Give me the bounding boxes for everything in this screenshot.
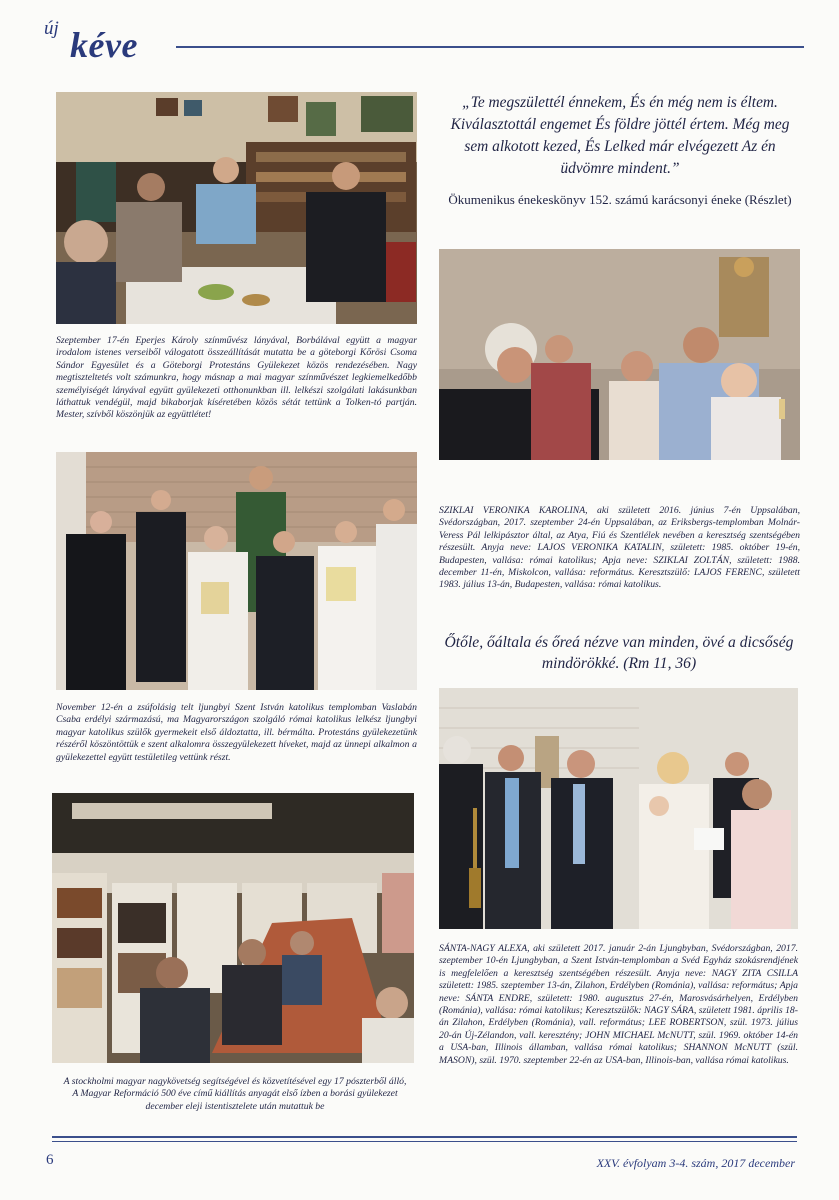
issue-info: XXV. évfolyam 3-4. szám, 2017 december — [596, 1156, 795, 1170]
hymn-quote-source: Ökumenikus énekeskönyv 152. számú karácsonyi éneke (Részlet) — [448, 192, 792, 207]
photo-baptism-uppsala — [439, 249, 800, 460]
caption-baptism-uppsala: SZIKLAI VERONIKA KAROLINA, aki született 2016. június 7-én Uppsalában, Svédországban, 2017. szeptember 24-én Uppsalában, az Eriksbergs-templomban Molnár-Veress Pál lelkipásztor által, az Atya, Fiú és Szentlélek nevében a keresztség szentségében részesült. Anyja neve: LAJOS VERONIKA KATALIN, született: 1985. október 19-én, Budapesten, vallása: római katolikus; Apja neve: SZIKLAI ZOLTÁN, született: 1988. december 11-én, Miskolcon, vallása: református. Keresztszülő: LAJOS FERENC, született 1983. július 13-án, Budapesten, vallása: római katolikus. — [439, 505, 800, 591]
caption-exhibition: A stockholmi magyar nagykövetség segítségével és közvetítésével egy 17 pószterből álló, A Magyar Reformáció 500 éve című kiállítás anyagát első ízben a borási gyülekezet december eleji istentisztelete után mutattuk be — [63, 1076, 407, 1112]
page-number: 6 — [46, 1152, 54, 1168]
footer-rule — [52, 1136, 797, 1138]
masthead-rule — [176, 46, 804, 48]
caption-baptism-ljungby: SÁNTA-NAGY ALEXA, aki született 2017. január 2-án Ljungbyban, Svédországban, 2017. szeptember 10-én Ljungbyban, a Szent István-templomban a Svéd Egyház szokásrendjének is megfelelően a keresztség szentségében részesült. Anyja neve: NAGY ZITA CSILLA született: 1985. szeptember 13-án, Zilahon, Erdélyben (Románia), vallása: református; Apja neve: SÁNTA ENDRE, született: 1980. augusztus 27-én, Marosvásárhelyen, Erdélyben (Románia), vallása: római katolikus; Keresztszülők: NAGY SÁRA, született 1981. április 18-án Zilahon, Erdélyben (Románia), vall. református; LEE ROBERTSON, szül. 1973. július 20-án Új-Zélandon, vall. keresztény; JOHN MICHAEL McNUTT, szül. 1969. október 14-én a USA-ban, Illinois államban, vallása római katolikus; SHANNON McNUTT (szül. MASON), szül. 1970. szeptember 22-én az USA-ban, Illinois-ban, vallása római katolikus. — [439, 943, 798, 1066]
masthead-title: kéve — [70, 25, 138, 65]
footer-rule-thin — [52, 1141, 797, 1142]
bible-verse: Őtőle, őáltala és őreá nézve van minden, övé a dicsőség mindörökké. (Rm 11, 36) — [444, 634, 794, 672]
photo-living-room — [56, 92, 417, 324]
photo-exhibition — [52, 793, 414, 1063]
masthead — [44, 18, 804, 68]
caption-first-communion: November 12-én a zsúfolásig telt ljungbyi Szent István katolikus templomban Vaslabán Csaba erdélyi származású, ma Magyarországon szolgáló római katolikus lelkész ljungbyi magyar katolikus szülők gyermekeit első áldoztatta, ill. bérmálta. Protestáns gyülekezetünk részéről köszöntöttük e szent alkalomra összegyülekezett híveket, majd az ünnepi alkalmon a gyülekezettel együtt testületileg vettünk részt. — [56, 702, 417, 763]
photo-baptism-ljungby — [439, 688, 798, 929]
photo-first-communion — [56, 452, 417, 690]
caption-living-room: Szeptember 17-én Eperjes Károly színművész lányával, Borbálával együtt a magyar irodalom istenes verseiből válogatott összeállítását mutatta be a göteborgi Kőrösi Csoma Sándor Egyesület és a Göteborgi Protestáns Gyülekezet közös rendezésében. Nagy megtiszteltetés volt számunkra, hogy másnap a mai magyar színművészet legkiemelkedőbb személyiségét lányával együtt gyülekezeti otthonunkban ill. lelkészi szolgálati lakásunkban láthattuk vendégül, majd bikaborjak kíséretében közös sétát tettünk a Tolken-tó partján. Mester, szívből köszönjük az együttlétet! — [56, 335, 417, 421]
masthead-prefix: új — [44, 18, 59, 39]
hymn-quote: „Te megszülettél énnekem, És én még nem is éltem. Kiválasztottál engemet És földre jöttél értem. Még meg sem alkotott kezed, És Lelked már elvégezett Az én üdvömre mindent.” — [450, 94, 790, 177]
